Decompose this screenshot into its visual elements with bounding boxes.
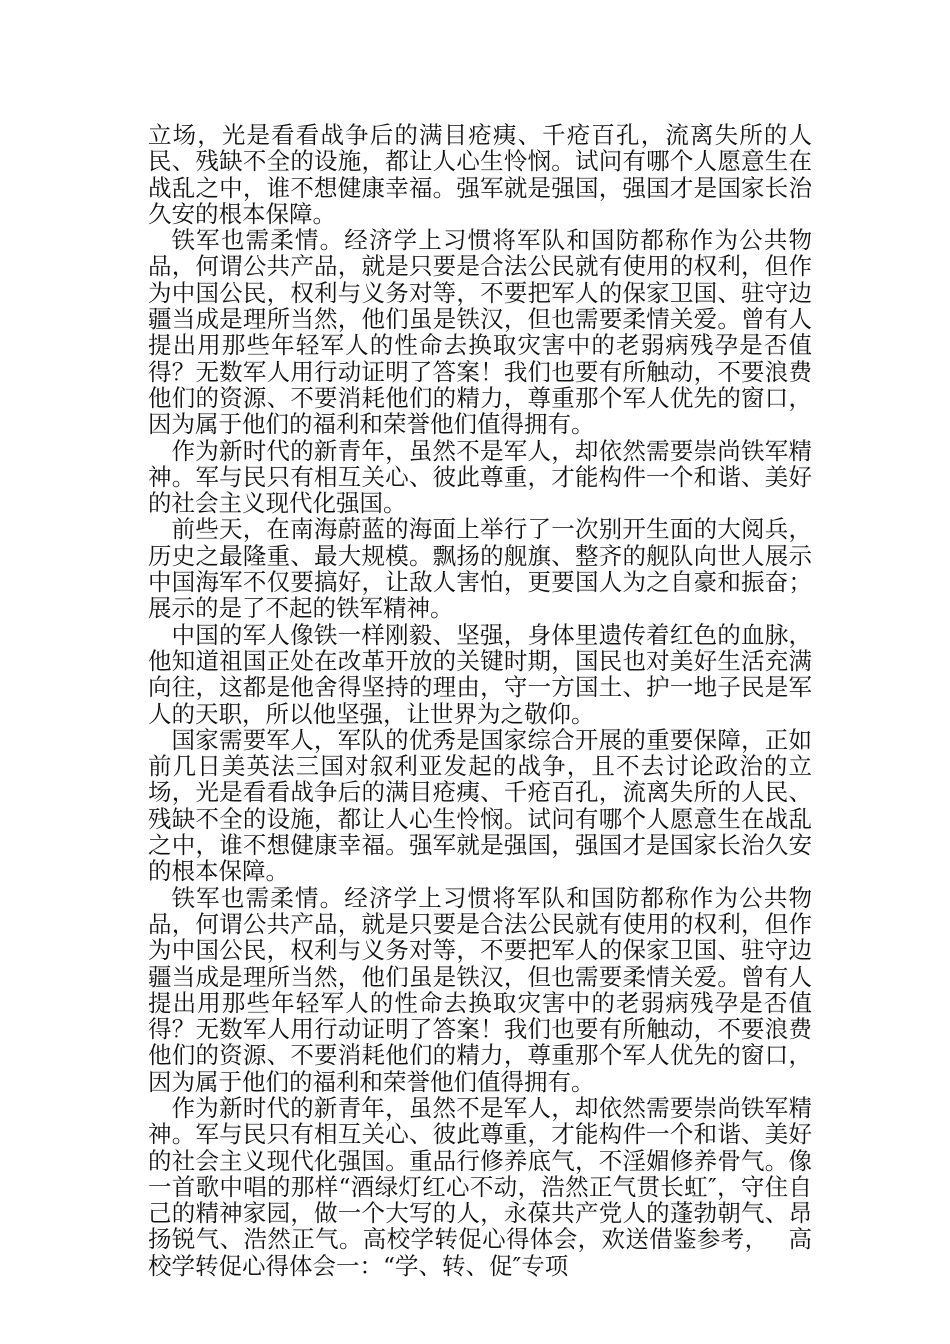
- document-body: [148, 122, 812, 1279]
- paragraph: 作为新时代的新青年，虽然不是军人，却依然需要崇尚铁军精神。军与民只有相互关心、彼此尊重，才能构件一个和谐、美好的社会主义现代化强国。重品行修养底气，不淫媚修养骨气。像一首歌中唱的那样“酒绿灯红心不动，浩然正气贯长虹″，守住自己的精神家园，做一个大写的人，永葆共产党人的蓬勃朝气、昂扬锐气、浩然正气。高校学转促心得体会，欢送借鉴参考， 高校学转促心得体会一：“学、转、促″专项: [148, 1093, 812, 1280]
- paragraph: 铁军也需柔情。经济学上习惯将军队和国防都称作为公共物品，何谓公共产品，就是只要是合法公民就有使用的权利，但作为中国公民，权利与义务对等，不要把军人的保家卫国、驻守边疆当成是理所当然，他们虽是铁汉，但也需要柔情关爱。曾有人提出用那些年轻军人的性命去换取灾害中的老弱病残孕是否值得？无数军人用行动证明了答案！我们也要有所触动，不要浪费他们的资源、不要消耗他们的精力，尊重那个军人优先的窗口，因为属于他们的福利和荣誉他们值得拥有。: [148, 883, 812, 1096]
- paragraph: 中国的军人像铁一样刚毅、坚强，身体里遗传着红色的血脉，他知道祖国正处在改革开放的关键时期，国民也对美好生活充满向往，这都是他舍得坚持的理由，守一方国土、护一地子民是军人的天职，所以他坚强，让世界为之敬仰。: [148, 620, 812, 728]
- paragraph: 前些天，在南海蔚蓝的海面上举行了一次别开生面的大阅兵，历史之最隆重、最大规模。飘扬的舰旗、整齐的舰队向世人展示中国海军不仅要搞好，让敌人害怕，更要国人为之自豪和振奋；展示的是了不起的铁军精神。: [148, 515, 812, 623]
- paragraph: 作为新时代的新青年，虽然不是军人，却依然需要崇尚铁军精神。军与民只有相互关心、彼此尊重，才能构件一个和谐、美好的社会主义现代化强国。: [148, 436, 812, 518]
- paragraph: 国家需要军人，军队的优秀是国家综合开展的重要保障，正如前几日美英法三国对叙利亚发起的战争，且不去讨论政治的立场，光是看看战争后的满目疮痍、千疮百孔，流离失所的人民、残缺不全的设施，都让人心生怜悯。试问有哪个人愿意生在战乱之中，谁不想健康幸福。强军就是强国，强国才是国家长治久安的根本保障。: [148, 725, 812, 886]
- paragraph: 铁军也需柔情。经济学上习惯将军队和国防都称作为公共物品，何谓公共产品，就是只要是合法公民就有使用的权利，但作为中国公民，权利与义务对等，不要把军人的保家卫国、驻守边疆当成是理所当然，他们虽是铁汉，但也需要柔情关爱。曾有人提出用那些年轻军人的性命去换取灾害中的老弱病残孕是否值得？无数军人用行动证明了答案！我们也要有所触动，不要浪费他们的资源、不要消耗他们的精力，尊重那个军人优先的窗口，因为属于他们的福利和荣誉他们值得拥有。: [148, 226, 812, 439]
- paragraph: 立场，光是看看战争后的满目疮痍、千疮百孔，流离失所的人民、残缺不全的设施，都让人心生怜悯。试问有哪个人愿意生在战乱之中，谁不想健康幸福。强军就是强国，强国才是国家长治久安的根本保障。: [148, 121, 812, 228]
